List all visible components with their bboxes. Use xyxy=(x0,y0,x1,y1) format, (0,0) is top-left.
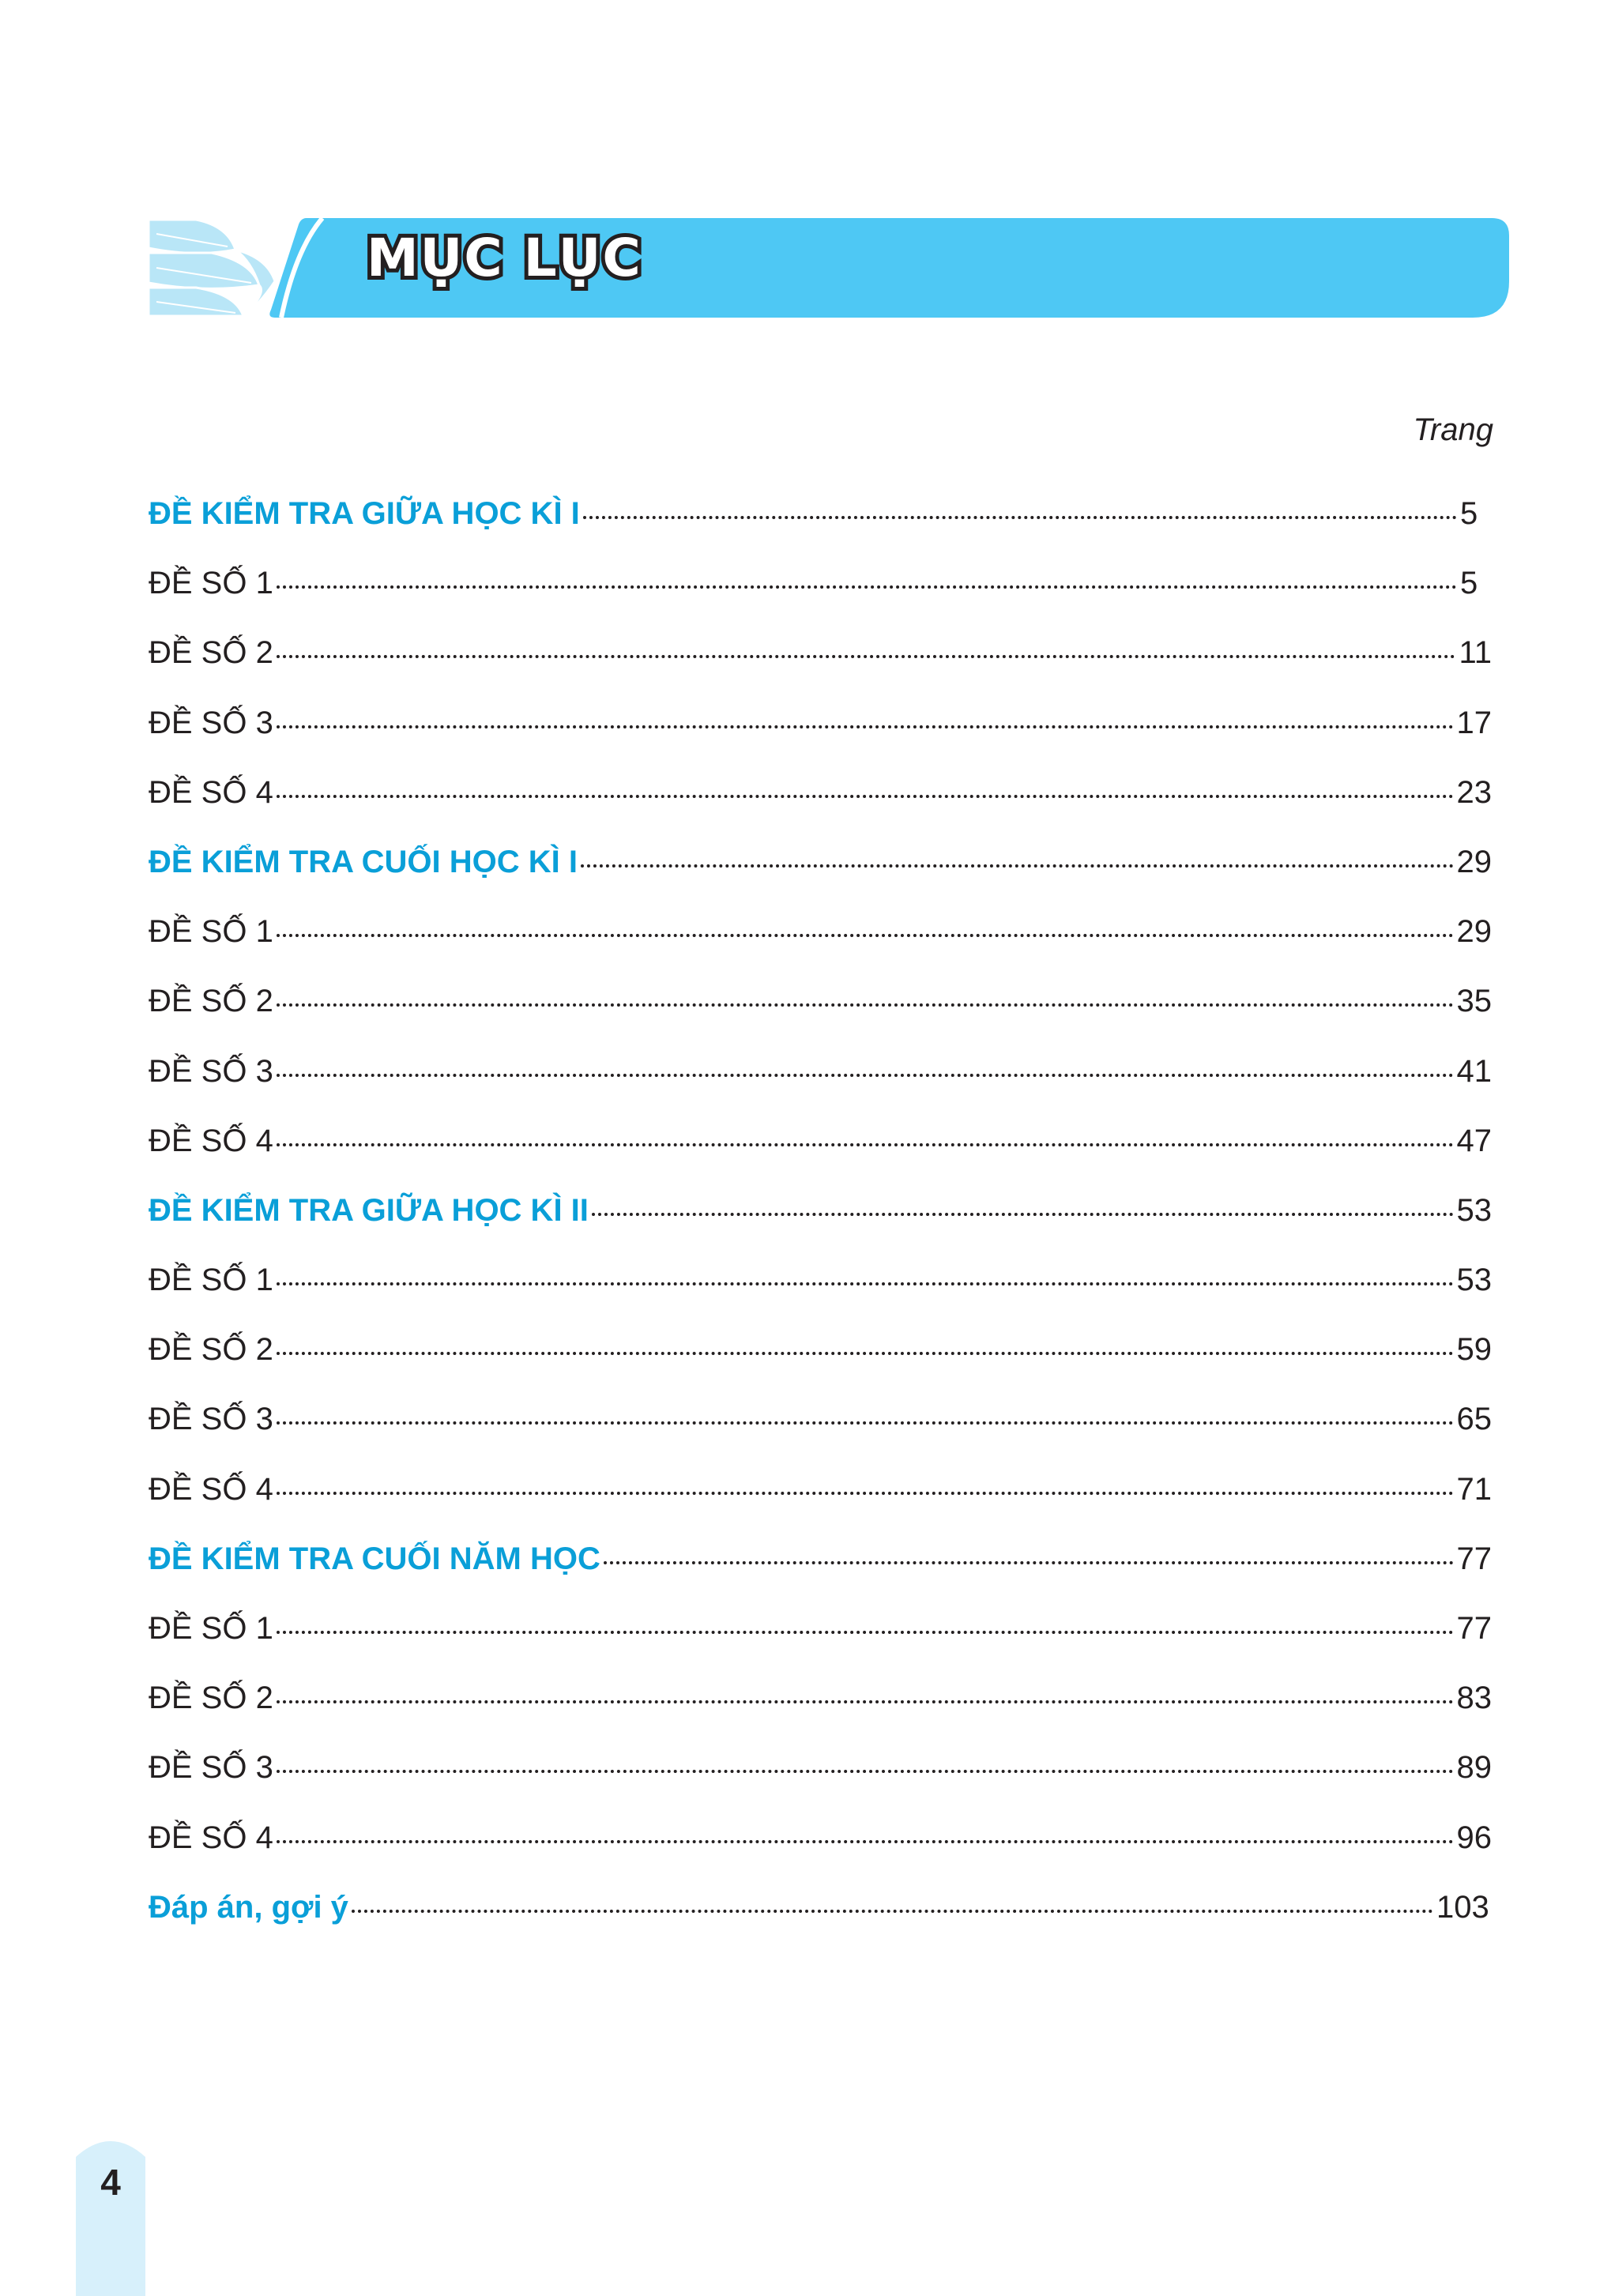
dot-leader xyxy=(277,1770,1454,1773)
dot-leader xyxy=(277,1143,1454,1146)
toc-item-row[interactable] xyxy=(149,1256,1492,1326)
page-number: 4 xyxy=(100,2162,121,2203)
toc-item-row[interactable] xyxy=(149,1466,1492,1535)
toc-item-row[interactable] xyxy=(149,559,1492,629)
toc-page-number: 65 xyxy=(1456,1402,1492,1437)
toc-section-row[interactable] xyxy=(149,1535,1492,1605)
dot-leader xyxy=(277,725,1454,728)
toc-page-number: 47 xyxy=(1456,1123,1492,1158)
toc-entry-label: ĐỀ KIỂM TRA CUỐI HỌC KÌ I xyxy=(149,844,578,879)
dot-leader xyxy=(352,1910,1433,1913)
toc-entry-label: ĐỀ SỐ 3 xyxy=(149,1750,273,1786)
toc-entry-label: ĐỀ KIỂM TRA GIỮA HỌC KÌ II xyxy=(149,1192,589,1228)
toc-page-number: 5 xyxy=(1460,496,1478,531)
toc-entry-label: ĐỀ SỐ 1 xyxy=(149,1611,273,1646)
dot-leader xyxy=(277,1074,1454,1077)
toc-page-number: 83 xyxy=(1456,1681,1492,1716)
toc-item-row[interactable] xyxy=(149,1814,1492,1884)
toc-item-row[interactable] xyxy=(149,1674,1492,1744)
table-of-contents xyxy=(149,490,1492,1953)
toc-page-number: 103 xyxy=(1436,1889,1489,1925)
toc-item-row[interactable] xyxy=(149,699,1492,769)
dot-leader xyxy=(277,1700,1454,1703)
dot-leader xyxy=(277,1840,1454,1843)
toc-item-row[interactable] xyxy=(149,629,1492,698)
toc-entry-label: ĐỀ SỐ 2 xyxy=(149,1332,273,1368)
toc-entry-label: ĐỀ SỐ 4 xyxy=(149,1471,273,1507)
dot-leader xyxy=(277,655,1456,658)
toc-entry-label: ĐỀ SỐ 2 xyxy=(149,1681,273,1716)
toc-item-row[interactable] xyxy=(149,977,1492,1047)
toc-section-row[interactable] xyxy=(149,490,1492,559)
dot-leader xyxy=(604,1561,1454,1564)
toc-entry-label: ĐỀ SỐ 1 xyxy=(149,914,273,950)
dot-leader xyxy=(583,516,1457,519)
dot-leader xyxy=(277,1003,1454,1007)
toc-page-number: 11 xyxy=(1459,635,1492,671)
toc-page-number: 29 xyxy=(1456,844,1492,879)
dot-leader xyxy=(277,795,1454,798)
toc-entry-label: ĐỀ KIỂM TRA GIỮA HỌC KÌ I xyxy=(149,496,580,531)
toc-section-row[interactable] xyxy=(149,1187,1492,1256)
dot-leader xyxy=(277,934,1454,937)
banner-shape xyxy=(149,218,1509,318)
toc-section-row[interactable] xyxy=(149,1884,1492,1953)
toc-page-number: 77 xyxy=(1456,1541,1492,1576)
dot-leader xyxy=(277,1492,1454,1495)
toc-item-row[interactable] xyxy=(149,1117,1492,1187)
toc-page-number: 35 xyxy=(1456,984,1492,1019)
toc-entry-label: ĐỀ SỐ 3 xyxy=(149,705,273,740)
toc-entry-label: ĐỀ SỐ 2 xyxy=(149,635,273,671)
toc-entry-label: ĐỀ SỐ 3 xyxy=(149,1402,273,1437)
page-title: MỤC LỤC xyxy=(367,228,642,288)
toc-item-row[interactable] xyxy=(149,1326,1492,1395)
toc-item-row[interactable] xyxy=(149,769,1492,838)
toc-page-number: 23 xyxy=(1456,774,1492,810)
toc-entry-label: ĐỀ SỐ 2 xyxy=(149,984,273,1019)
header-banner xyxy=(149,218,1509,318)
toc-entry-label: ĐỀ SỐ 1 xyxy=(149,1263,273,1298)
page-column-heading: Trang xyxy=(1413,412,1493,447)
toc-item-row[interactable] xyxy=(149,908,1492,977)
toc-page-number: 17 xyxy=(1456,705,1492,740)
toc-entry-label: ĐỀ SỐ 4 xyxy=(149,1820,273,1855)
toc-page-number: 89 xyxy=(1456,1750,1492,1786)
dot-leader xyxy=(277,1352,1454,1355)
toc-page-number: 41 xyxy=(1456,1053,1492,1089)
toc-page-number: 59 xyxy=(1456,1332,1492,1368)
dot-leader xyxy=(581,864,1454,868)
toc-entry-label: Đáp án, gợi ý xyxy=(149,1889,348,1925)
toc-item-row[interactable] xyxy=(149,1605,1492,1674)
toc-page-number: 53 xyxy=(1456,1192,1492,1228)
dot-leader xyxy=(277,1631,1454,1634)
toc-item-row[interactable] xyxy=(149,1395,1492,1465)
toc-page-number: 96 xyxy=(1456,1820,1492,1855)
page-number-tab xyxy=(76,2133,145,2296)
toc-page-number: 71 xyxy=(1456,1471,1492,1507)
toc-entry-label: ĐỀ SỐ 1 xyxy=(149,566,273,601)
toc-item-row[interactable] xyxy=(149,1744,1492,1813)
toc-entry-label: ĐỀ KIỂM TRA CUỐI NĂM HỌC xyxy=(149,1541,600,1576)
toc-page-number: 29 xyxy=(1456,914,1492,950)
toc-entry-label: ĐỀ SỐ 3 xyxy=(149,1053,273,1089)
toc-section-row[interactable] xyxy=(149,838,1492,908)
toc-entry-label: ĐỀ SỐ 4 xyxy=(149,1123,273,1158)
toc-page-number: 5 xyxy=(1460,566,1478,601)
toc-item-row[interactable] xyxy=(149,1048,1492,1117)
dot-leader xyxy=(277,1282,1454,1285)
dot-leader xyxy=(592,1213,1454,1216)
dot-leader xyxy=(277,585,1457,589)
toc-page-number: 53 xyxy=(1456,1263,1492,1298)
leaf-decoration-icon xyxy=(149,218,275,318)
dot-leader xyxy=(277,1421,1454,1425)
toc-entry-label: ĐỀ SỐ 4 xyxy=(149,774,273,810)
toc-page-number: 77 xyxy=(1456,1611,1492,1646)
